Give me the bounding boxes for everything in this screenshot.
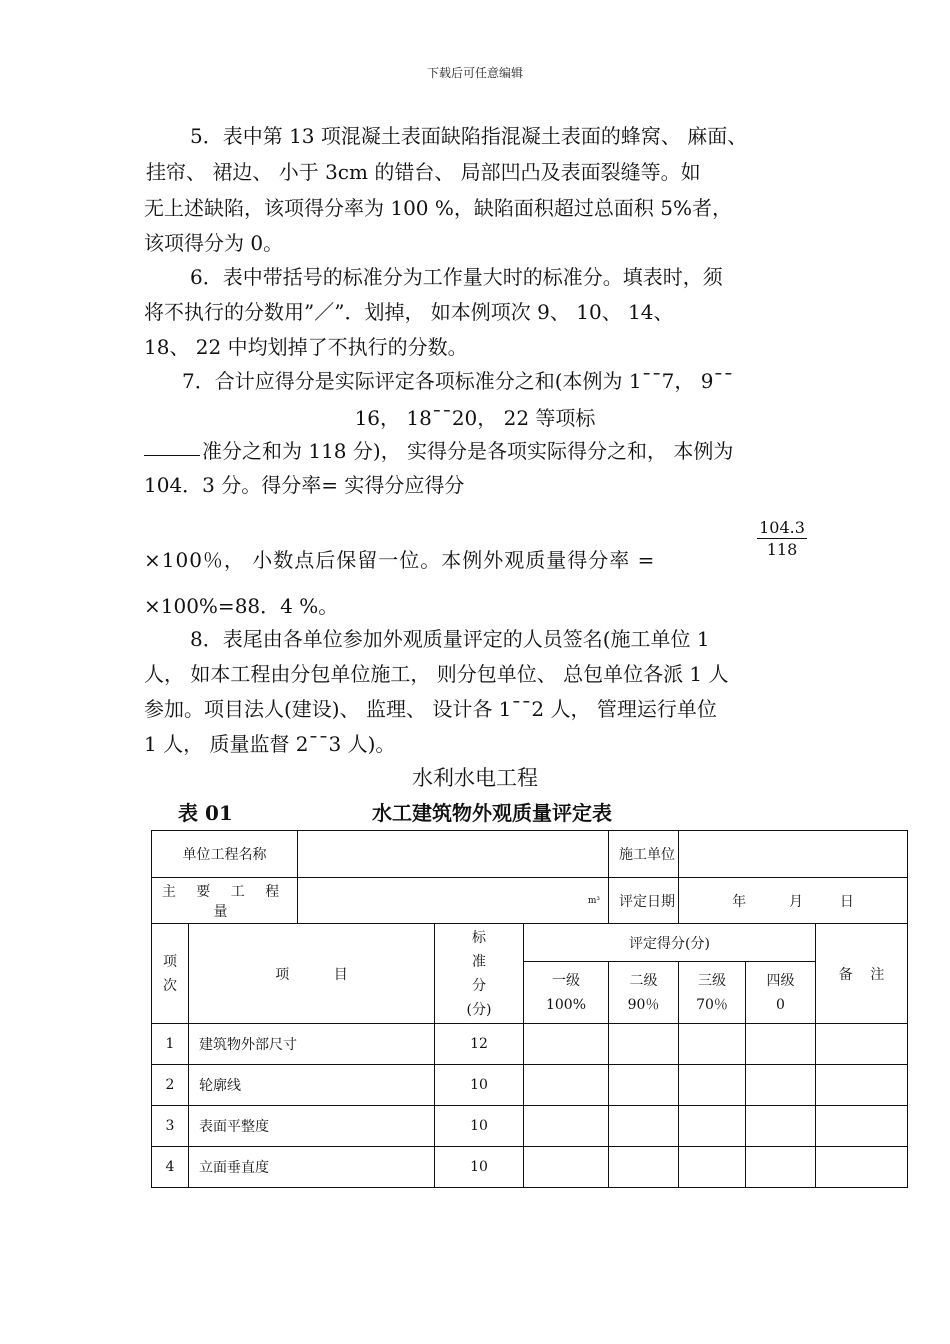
grade-cell[interactable] [746,1024,816,1065]
grade-cell[interactable] [524,1024,609,1065]
paragraph-line: 16， 18¯¯20， 22 等项标 [354,406,596,430]
paragraph-line: 挂帘、 裙边、 小于 3cm 的错台、 局部凹凸及表面裂缝等。如 [146,160,701,184]
eval-date-value[interactable] [679,878,908,924]
col-item: 项 目 [189,924,435,1024]
remark-cell[interactable] [816,1065,908,1106]
grade-cell[interactable] [679,1065,746,1106]
paragraph-line: 6．表中带括号的标准分为工作量大时的标准分。填表时，须 [190,265,723,289]
date-day: 日 [839,893,854,910]
unit-name-value[interactable] [298,831,609,878]
col-standard-score: 标 准 分 (分) [435,924,524,1024]
fraction-numerator: 104.3 [757,518,807,539]
col-item-no: 项 次 [152,924,189,1024]
paragraph-line: 8．表尾由各单位参加外观质量评定的人员签名(施工单位 1 [190,627,710,651]
quality-evaluation-table [151,830,908,1188]
quantity-value[interactable] [298,878,609,924]
grade-cell[interactable] [746,1065,816,1106]
paragraph-line: 该项得分为 0。 [144,231,284,255]
grade-cell[interactable] [524,1065,609,1106]
construction-unit-value[interactable] [679,831,908,878]
remark-cell[interactable] [816,1024,908,1065]
remark-cell[interactable] [816,1106,908,1147]
document-subtitle: 水利水电工程 [412,766,538,790]
row-score: 10 [435,1147,524,1188]
grade-header: 一级 100% [524,962,609,1024]
table-row [152,878,908,924]
quantity-unit: m³ [587,895,601,906]
paragraph-line: 将不执行的分数用”／”．划掉， 如本例项次 9、 10、 14、 [144,300,674,324]
paragraph-line: ×100%=88．4 %。 [144,594,339,618]
row-item: 建筑物外部尺寸 [189,1024,435,1065]
fraction [757,518,807,559]
row-no: 3 [152,1106,189,1147]
fraction-denominator: 118 [766,540,798,559]
table-row [152,1024,908,1065]
construction-unit-label: 施工单位 [609,831,679,878]
header-note: 下载后可任意编辑 [426,66,523,80]
paragraph-line: 准分之和为 118 分)， 实得分是各项实际得分之和， 本例为 [144,437,733,465]
table-row [152,1106,908,1147]
row-item: 立面垂直度 [189,1147,435,1188]
paragraph-line: 104．3 分。得分率= 实得分应得分 [144,473,465,497]
remark-cell[interactable] [816,1147,908,1188]
col-remark: 备 注 [816,924,908,1024]
grade-cell[interactable] [524,1147,609,1188]
grade-cell[interactable] [609,1147,679,1188]
row-item: 表面平整度 [189,1106,435,1147]
grade-cell[interactable] [679,1024,746,1065]
grade-header: 二级 90％ [609,962,679,1024]
blank-underline [144,455,200,456]
grade-cell[interactable] [524,1106,609,1147]
grade-cell[interactable] [679,1106,746,1147]
table-title: 水工建筑物外观质量评定表 [372,801,612,825]
row-no: 4 [152,1147,189,1188]
grade-cell[interactable] [746,1106,816,1147]
date-month: 月 [789,893,804,910]
table-number: 表 01 [178,801,233,825]
paragraph-line: 人， 如本工程由分包单位施工， 则分包单位、 总包单位各派 1 人 [144,662,729,686]
quantity-label: 主 要 工 程 量 [152,878,298,924]
grade-cell[interactable] [679,1147,746,1188]
grade-header: 三级 70％ [679,962,746,1024]
row-no: 2 [152,1065,189,1106]
grade-cell[interactable] [609,1106,679,1147]
paragraph-line: 5．表中第 13 项混凝土表面缺陷指混凝土表面的蜂窝、 麻面、 [190,124,748,148]
paragraph-line: 7．合计应得分是实际评定各项标准分之和(本例为 1¯¯7， 9¯¯ [182,369,734,393]
date-year: 年 [732,893,747,910]
grade-cell[interactable] [746,1147,816,1188]
row-score: 10 [435,1065,524,1106]
grade-header: 四级 0 [746,962,816,1024]
table-row [152,1065,908,1106]
table-row [152,924,908,962]
table-row [152,1147,908,1188]
row-no: 1 [152,1024,189,1065]
row-score: 10 [435,1106,524,1147]
row-score: 12 [435,1024,524,1065]
paragraph-line: 1 人， 质量监督 2¯¯3 人)。 [144,732,396,756]
paragraph-line: 18、 22 中均划掉了不执行的分数。 [144,335,468,359]
eval-date-label: 评定日期 [609,878,679,924]
grade-cell[interactable] [609,1065,679,1106]
paragraph-line: ×100％， 小数点后保留一位。本例外观质量得分率 = [144,548,656,572]
row-item: 轮廓线 [189,1065,435,1106]
col-eval-score: 评定得分(分) [524,924,816,962]
grade-cell[interactable] [609,1024,679,1065]
unit-name-label: 单位工程名称 [152,831,298,878]
table-row [152,831,908,878]
paragraph-line: 无上述缺陷，该项得分率为 100 %，缺陷面积超过总面积 5%者， [144,196,732,220]
paragraph-line: 参加。项目法人(建设)、 监理、 设计各 1¯¯2 人， 管理运行单位 [144,697,717,721]
